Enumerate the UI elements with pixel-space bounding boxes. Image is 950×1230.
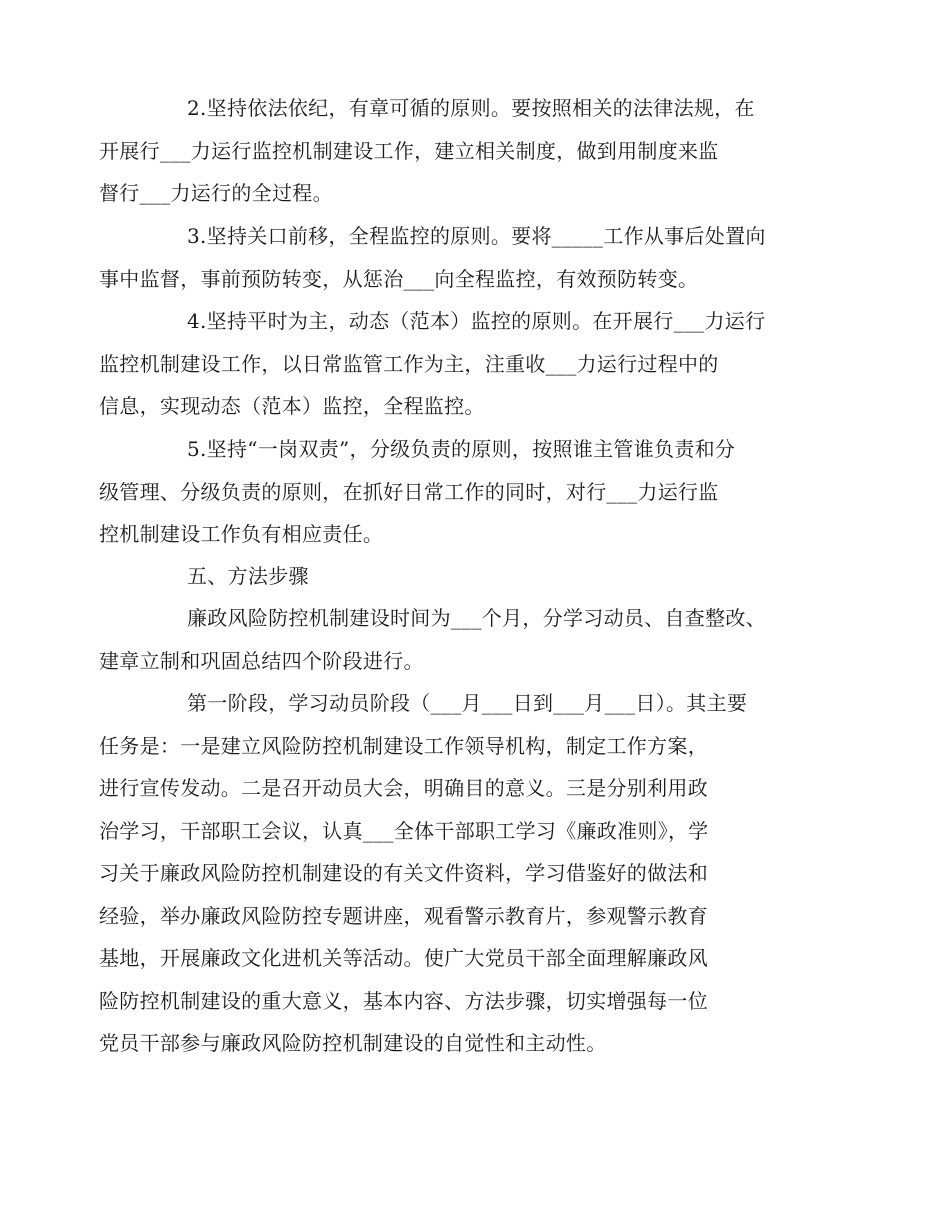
text-line: 第一阶段，学习动员阶段（___月___日到___月___日）。其主要 xyxy=(187,691,748,715)
text-line: 信息，实现动态（范本）监控，全程监控。 xyxy=(99,394,485,418)
text-line: 控机制建设工作负有相应责任。 xyxy=(99,522,384,546)
text-line: 督行___力运行的全过程。 xyxy=(99,181,333,205)
text-line: 治学习，干部职工会议，认真___全体干部职工学习《廉政准则》，学 xyxy=(99,818,709,843)
text-line: 习关于廉政风险防控机制建设的有关文件资料，学习借鉴好的做法和 xyxy=(99,861,708,885)
text-line: 经验，举办廉政风险防控专题讲座，观看警示教育片，参观警示教育 xyxy=(99,903,708,928)
paragraph-principle-2 xyxy=(99,87,823,215)
paragraph-principle-3 xyxy=(99,215,823,300)
text-line: 3.坚持关口前移，全程监控的原则。要将_____工作从事后处置向 xyxy=(187,224,766,248)
text-line: 建章立制和巩固总结四个阶段进行。 xyxy=(99,648,424,673)
text-line: 事中监督，事前预防转变，从惩治___向全程监控，有效预防转变。 xyxy=(99,266,699,291)
text-line: 险防控机制建设的重大意义，基本内容、方法步骤，切实增强每一位 xyxy=(99,988,708,1013)
text-line: 监控机制建设工作，以日常监管工作为主，注重收___力运行过程中的 xyxy=(99,351,719,376)
text-line: 级管理、分级负责的原则，在抓好日常工作的同时，对行___力运行监 xyxy=(99,479,719,504)
text-line: 廉政风险防控机制建设时间为___个月，分学习动员、自查整改、 xyxy=(187,606,766,630)
text-line: 2.坚持依法依纪，有章可循的原则。要按照相关的法律法规，在 xyxy=(187,96,755,120)
section-heading: 五、方法步骤 xyxy=(187,564,309,588)
text-line: 任务是：一是建立风险防控机制建设工作领导机构，制定工作方案， xyxy=(99,733,708,758)
paragraph-phase-one xyxy=(99,682,823,1065)
text-line: 4.坚持平时为主，动态（范本）监控的原则。在开展行___力运行 xyxy=(187,309,766,333)
paragraph-principle-4 xyxy=(99,300,823,428)
text-line: 党员干部参与廉政风险防控机制建设的自觉性和主动性。 xyxy=(99,1031,607,1055)
paragraph-principle-5 xyxy=(99,428,823,556)
text-line: 开展行___力运行监控机制建设工作，建立相关制度，做到用制度来监 xyxy=(99,138,719,163)
paragraph-schedule xyxy=(99,597,823,682)
text-line: 5.坚持“一岗双责”，分级负责的原则，按照谁主管谁负责和分 xyxy=(187,437,736,461)
text-line: 进行宣传发动。二是召开动员大会，明确目的意义。三是分别利用政 xyxy=(99,776,708,800)
text-line: 基地，开展廉政文化进机关等活动。使广大党员干部全面理解廉政风 xyxy=(99,946,708,970)
